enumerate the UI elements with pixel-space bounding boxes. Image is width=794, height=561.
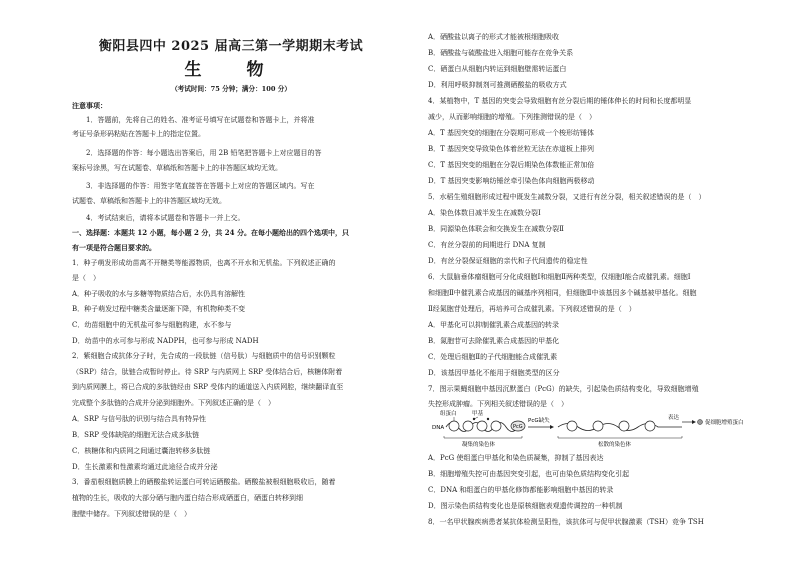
option-line: A．硒酸盐以离子的形式才能被根细胞吸收 xyxy=(428,33,560,41)
question-line: 植物的生长，吸收的大部分硒与胞内蛋白结合形成硒蛋白，硒蛋白转移到细 xyxy=(72,494,303,502)
loose-label: 松散的染色体 xyxy=(598,442,632,448)
question-line: 到内质网膜上，将已合成的多肽链经由 SRP 受体内的通道送入内质网腔，继续翻译直至 xyxy=(72,383,344,391)
loose-chromatin xyxy=(558,421,682,431)
promote-label: 促细胞增殖蛋白 xyxy=(705,420,744,426)
question-line: 和细胞Ⅱ中催乳素合成基因的碱基序列相同，但细胞Ⅱ中该基因多个碱基被甲基化。细胞 xyxy=(428,289,697,297)
option-line: C．幼苗细胞中的无机盐可参与细胞构建，水不参与 xyxy=(72,321,232,329)
question-line: 7．图示果蝇细胞中基因沉默蛋白（PcG）的缺失，引起染色质结构变化，导致细胞增殖 xyxy=(428,385,699,393)
option-line: B．SRP 受体缺陷的细胞无法合成多肽链 xyxy=(72,431,200,439)
expression-label: 表达 xyxy=(668,415,680,421)
notes-heading: 注意事项： xyxy=(72,101,107,110)
histone-label: 组蛋白 xyxy=(440,411,457,417)
question-line: 4．某植物中，T 基因的突变会导致细胞有丝分裂后期的锤体伸长的时间和长度都明显 xyxy=(428,97,692,105)
question-line: 是（ ） xyxy=(72,274,100,282)
option-line: A．SRP 与信号肽的识别与结合具有特异性 xyxy=(72,415,207,423)
option-line: D．图示染色质结构变化也是原核细胞表观遗传调控的一种机制 xyxy=(428,502,623,510)
option-line: D．有丝分裂保证细胞的亲代和子代间遗传的稳定性 xyxy=(428,257,588,265)
question-line: 失控形成肿瘤。下列相关叙述错误的是（ ） xyxy=(428,400,568,408)
question-line: 胞壁中储存。下列叙述错误的是（ ） xyxy=(72,510,191,518)
option-line: A．甲基化可以抑制催乳素合成基因的转录 xyxy=(428,321,560,329)
pcg-label: PcG xyxy=(513,424,523,430)
condensed-chromatin xyxy=(446,417,518,432)
notes-line: 案标号涂黑，写在试题卷、草稿纸和答题卡上的非答题区域均无效。 xyxy=(72,164,282,172)
option-line: A．种子吸收的水与多糖等物质结合后，水仍具有溶解性 xyxy=(72,290,246,298)
option-line: D．幼苗中的水可参与形成 NADPH，也可参与形成 NADH xyxy=(72,337,259,345)
question-line: 减少，从而影响细胞的增殖。下列推测错误的是（ ） xyxy=(428,113,596,121)
section-heading: 有一项是符合题目要求的。 xyxy=(72,243,156,252)
notes-line: 1．答题前，先将自己的姓名、准考证号填写在试题卷和答题卡上，并将准 xyxy=(86,116,315,124)
option-line: B．细胞增殖失控可由基因突变引起，也可由染色质结构变化引起 xyxy=(428,470,630,478)
chromatin-figure xyxy=(432,408,772,456)
notes-line: 2．选择题的作答：每小题选出答案后，用 2B 铅笔把答题卡上对应题目的答 xyxy=(86,149,322,157)
question-line: 6．大鼠脑垂体瘤细胞可分化成细胞Ⅰ和细胞Ⅱ两种类型，仅细胞Ⅰ能合成催乳素。细胞Ⅰ xyxy=(428,273,691,281)
exam-title: 衡阳县四中 2025 届高三第一学期期末考试 xyxy=(98,39,364,54)
question-line: 5．水稻生殖细胞形成过程中既发生减数分裂，又进行有丝分裂，相关叙述错误的是（ ） xyxy=(428,193,706,201)
option-line: D．利用呼吸抑制剂可推测硒酸盐的吸收方式 xyxy=(428,81,567,89)
pcg-missing-label: PcG缺失 xyxy=(528,418,550,424)
question-line: （SRP）结合，肽链合成暂时停止。待 SRP 与内质网上 SRP 受体结合后，核糖体附着 xyxy=(72,368,343,376)
dna-label: DNA xyxy=(432,425,445,431)
option-line: B．同源染色体联会和交换发生在减数分裂Ⅱ xyxy=(428,225,564,233)
option-line: B．种子萌发过程中糖类含量逐渐下降，有机物种类不变 xyxy=(72,305,246,313)
option-line: B．硒酸盐与硫酸盐进入细胞可能存在竞争关系 xyxy=(428,49,574,57)
option-line: A．T 基因突变的细胞在分裂期可形成一个梭形纺锤体 xyxy=(428,129,594,137)
option-line: C．核糖体和内质网之间通过囊泡转移多肽链 xyxy=(72,447,211,455)
option-line: D．该基因甲基化不能用于细胞类型的区分 xyxy=(428,369,560,377)
subject-title: 生 物 xyxy=(184,60,278,80)
option-line: B．氮胞苷可去除催乳素合成基因的甲基化 xyxy=(428,337,560,345)
option-line: B．T 基因突变导致染色体着丝粒无法在赤道板上排列 xyxy=(428,145,595,153)
notes-line: 试题卷、草稿纸和答题卡上的非答题区域均无效。 xyxy=(72,197,226,205)
option-line: D．生长激素和性激素均通过此途径合成并分泌 xyxy=(72,463,218,471)
option-line: A．PcG 使组蛋白甲基化和染色质凝集，抑制了基因表达 xyxy=(428,454,604,462)
question-line: 1．种子萌发形成幼苗离不开糖类等能源物质，也离不开水和无机盐。下列叙述正确的 xyxy=(72,259,336,267)
notes-line: 考证号条形码粘贴在答题卡上的指定位置。 xyxy=(72,130,205,138)
option-line: A．染色体数目减半发生在减数分裂Ⅰ xyxy=(428,209,541,217)
exam-info: （考试时间：75 分钟；满分：100 分） xyxy=(171,85,291,93)
methyl-label: 甲基 xyxy=(472,411,484,417)
question-line: 8．一名甲状腺疾病患者某抗体检测呈阳性，该抗体可与促甲状腺激素（TSH）竞争 TSH xyxy=(428,518,704,526)
option-line: C．处理后细胞Ⅱ的子代细胞能合成催乳素 xyxy=(428,353,558,361)
section-heading: 一、选择题：本题共 12 小题，每小题 2 分，共 24 分。在每小题给出的四个选项中，只 xyxy=(72,228,349,237)
option-line: D．T 基因突变影响纺锤丝牵引染色体向细胞两极移动 xyxy=(428,177,595,185)
option-line: C．有丝分裂前的间期进行 DNA 复制 xyxy=(428,241,546,249)
option-line: C．DNA 和组蛋白的甲基化修饰都能影响细胞中基因的转录 xyxy=(428,486,614,494)
option-line: C．硒蛋白从细胞内转运到细胞壁需转运蛋白 xyxy=(428,65,567,73)
notes-line: 4．考试结束后，请将本试题卷和答题卡一并上交。 xyxy=(86,214,245,222)
question-line: 3．番茄根细胞质膜上的硒酸盐转运蛋白可转运硒酸盐。硒酸盐被根细胞吸收后，随着 xyxy=(72,478,336,486)
condensed-label: 凝集的染色体 xyxy=(462,442,496,448)
question-line: Ⅱ经氮胞苷处理后，再培养可合成催乳素。下列叙述错误的是（ ） xyxy=(428,305,636,313)
notes-line: 3．非选择题的作答：用签字笔直接答在答题卡上对应的答题区域内。写在 xyxy=(86,182,315,190)
question-line: 完成整个多肽链的合成并分泌到细胞外。下列叙述正确的是（ ） xyxy=(72,399,275,407)
option-line: C．T 基因突变的细胞在分裂后期染色体数能正常加倍 xyxy=(428,161,595,169)
question-line: 2．紫细胞合成抗体分子时，先合成的一段肽链（信号肽）与细胞质中的信号识别颗粒 xyxy=(72,352,336,360)
